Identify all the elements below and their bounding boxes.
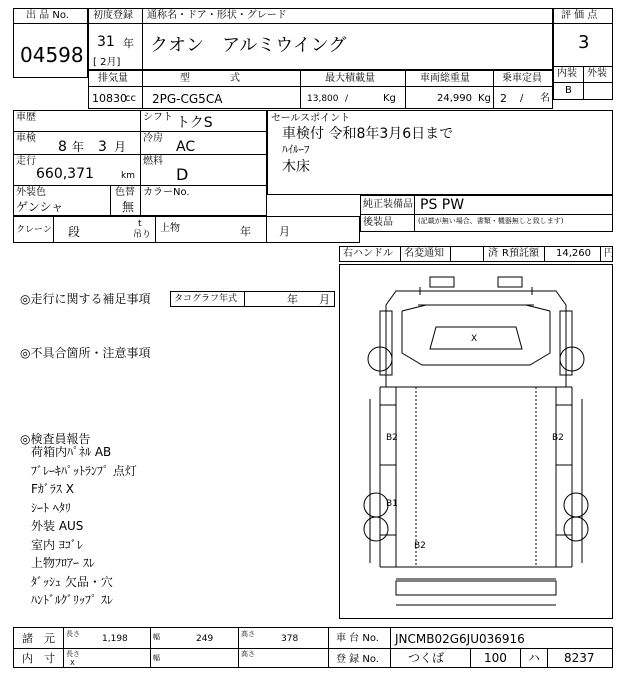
upper-year: 年	[240, 225, 251, 238]
length-value: 1,198	[102, 634, 128, 644]
capacity-value: 2	[500, 92, 507, 105]
tacho-label: タコグラフ年式	[174, 294, 238, 304]
inspector-line: ﾊﾝﾄﾞﾙｸﾞﾘｯﾌﾟ ｽﾚ	[31, 593, 113, 607]
plate-kana: ハ	[528, 651, 541, 665]
reg-year-unit: 年	[123, 37, 134, 50]
crane-label: クレーン	[16, 225, 52, 235]
mark-windshield: X	[471, 334, 478, 344]
crane-t: t	[138, 219, 142, 229]
plate-number: 8237	[564, 651, 595, 665]
inner-height-label: 高さ	[241, 650, 255, 658]
displacement-value: 10830	[92, 92, 127, 105]
reg-month: [ 2月]	[93, 57, 121, 68]
cooler-value: AC	[176, 139, 196, 155]
displacement-unit: cc	[125, 93, 136, 104]
upper-box	[155, 216, 360, 243]
notice-checkbox	[450, 246, 484, 262]
defects-label: ◎不具合箇所・注意事項	[20, 346, 151, 360]
tacho-month: 月	[319, 293, 330, 306]
inner-length-value: X	[70, 659, 75, 667]
max-load-label: 最大積載量	[325, 73, 375, 84]
inspection-month: 3	[98, 139, 107, 155]
mark-left-mid: B1	[386, 499, 398, 509]
inspector-line: ｼｰﾄ ﾍﾀﾘ	[31, 500, 71, 515]
sales-line: 車検付 令和8年3月6日まで	[282, 126, 454, 142]
driving-notes-label: ◎走行に関する補足事項	[20, 292, 151, 306]
upper-month: 月	[279, 225, 290, 238]
notice-label: 名変通知	[404, 248, 444, 259]
fuel-label: 燃料	[143, 156, 163, 167]
inspector-lines	[31, 446, 137, 613]
crane-hang: 吊り	[133, 230, 152, 240]
inspector-line: ﾀﾞｯｼｭ 欠品・穴	[31, 574, 113, 589]
recycle-value: 14,260	[556, 248, 591, 259]
history-label: 車歴	[16, 112, 36, 123]
mileage-label: 走行	[16, 156, 36, 167]
inspection-month-unit: 月	[114, 140, 127, 154]
inspection-year: 8	[58, 139, 67, 155]
model-code: 2PG-CG5CA	[152, 92, 223, 106]
capacity-unit: 名	[540, 93, 550, 104]
exterior-label: 外装	[587, 68, 607, 79]
displacement-label: 排気量	[98, 73, 128, 84]
mark-left-front: B2	[414, 541, 426, 551]
width-value: 249	[196, 634, 214, 644]
color-change-label: 色替	[115, 187, 135, 198]
tacho-year: 年	[287, 293, 298, 306]
score-label: 評 価 点	[561, 10, 598, 21]
dims-label: 諸 元	[22, 632, 55, 645]
reg-label: 初度登録	[93, 10, 133, 21]
interior-label: 内装	[557, 68, 577, 79]
plate-label: 登 録 No.	[336, 654, 379, 665]
max-load-unit: Kg	[383, 93, 396, 104]
inner-width-label: 幅	[153, 654, 160, 662]
mark-left-rear: B2	[386, 433, 398, 443]
inspector-line: 室内 ﾖｺﾞﾚ	[31, 537, 83, 552]
equipment-label: 純正装備品	[363, 199, 413, 210]
recycle-unit: 円	[604, 248, 614, 259]
model-code-label: 型 式	[180, 73, 240, 84]
lot-number: 04598	[20, 43, 84, 67]
inspection-year-unit: 年	[72, 140, 85, 154]
handle-text: 右ハンドル	[343, 248, 393, 259]
inner-length-label: 長さ	[66, 650, 80, 658]
gross-weight-value: 24,990	[437, 93, 472, 104]
aftermarket-note: (記載が無い場合、書類・機器無しと致します)	[418, 217, 564, 225]
inspector-line: 上物ﾌﾛｱｰ ｽﾚ	[31, 556, 95, 570]
sales-lines	[282, 127, 453, 177]
cooler-label: 冷房	[143, 133, 163, 144]
inspection-label: 車検	[16, 133, 36, 144]
model-name: クオン アルミウイング	[150, 35, 347, 56]
fuel-value: D	[176, 165, 189, 184]
reg-year: 31	[97, 34, 115, 50]
color-label: 外装色	[16, 187, 46, 198]
crane-stage: 段	[68, 225, 81, 239]
equipment-value: PS PW	[420, 197, 465, 213]
lot-label: 出 品 No.	[26, 10, 69, 21]
max-load-value: 13,800	[307, 94, 339, 104]
chassis-label: 車 台 No.	[336, 633, 379, 644]
height-label: 高さ	[241, 630, 255, 638]
inspector-label: ◎検査員報告	[20, 432, 91, 446]
length-label: 長さ	[66, 630, 80, 638]
inspector-line: Fｶﾞﾗｽ X	[31, 482, 74, 496]
sales-line: ﾊｲﾙｰﾌ	[282, 143, 310, 156]
upper-deck-label: 上物	[160, 223, 180, 234]
mileage-unit: km	[121, 171, 135, 181]
title-label: 通称名・ドア・形状・グレード	[147, 10, 287, 21]
truck-diagram	[339, 264, 613, 619]
sales-label: セールスポイント	[271, 113, 351, 124]
truck-outline	[340, 265, 612, 618]
capacity-slash: /	[520, 93, 524, 104]
shift-value: トクS	[176, 115, 213, 131]
color-no-label: カラーNo.	[143, 187, 190, 198]
recycle-label: R預託額	[502, 248, 539, 259]
chassis-value: JNCMB02G6JU036916	[395, 632, 525, 646]
recycle-prefix: 済	[488, 248, 498, 259]
mileage-value: 660,371	[36, 166, 94, 182]
mark-right-rear: B2	[552, 433, 564, 443]
inner-label: 内 寸	[22, 652, 55, 665]
gross-weight-label: 車両総重量	[420, 73, 470, 84]
max-load-slash: /	[345, 94, 349, 104]
shift-label: シフト	[143, 112, 173, 123]
score-value: 3	[578, 32, 590, 53]
plate-class: 100	[484, 651, 507, 665]
capacity-label: 乗車定員	[502, 73, 542, 84]
aftermarket-label: 後装品	[363, 217, 393, 228]
color-value: ゲンシャ	[16, 200, 64, 214]
inspector-line: 荷箱内ﾊﾟﾈﾙ AB	[31, 445, 112, 459]
interior-grade: B	[565, 85, 572, 96]
inspector-line: ﾌﾞﾚｰｷﾊﾟｯﾄﾗﾝﾌﾟ 点灯	[31, 463, 137, 478]
color-change-value: 無	[122, 200, 135, 214]
width-label: 幅	[153, 633, 160, 641]
plate-region: つくば	[408, 651, 445, 665]
inspector-line: 外装 AUS	[31, 519, 84, 533]
height-value: 378	[281, 634, 299, 644]
sales-line: 木床	[282, 159, 310, 175]
gross-weight-unit: Kg	[478, 93, 491, 104]
